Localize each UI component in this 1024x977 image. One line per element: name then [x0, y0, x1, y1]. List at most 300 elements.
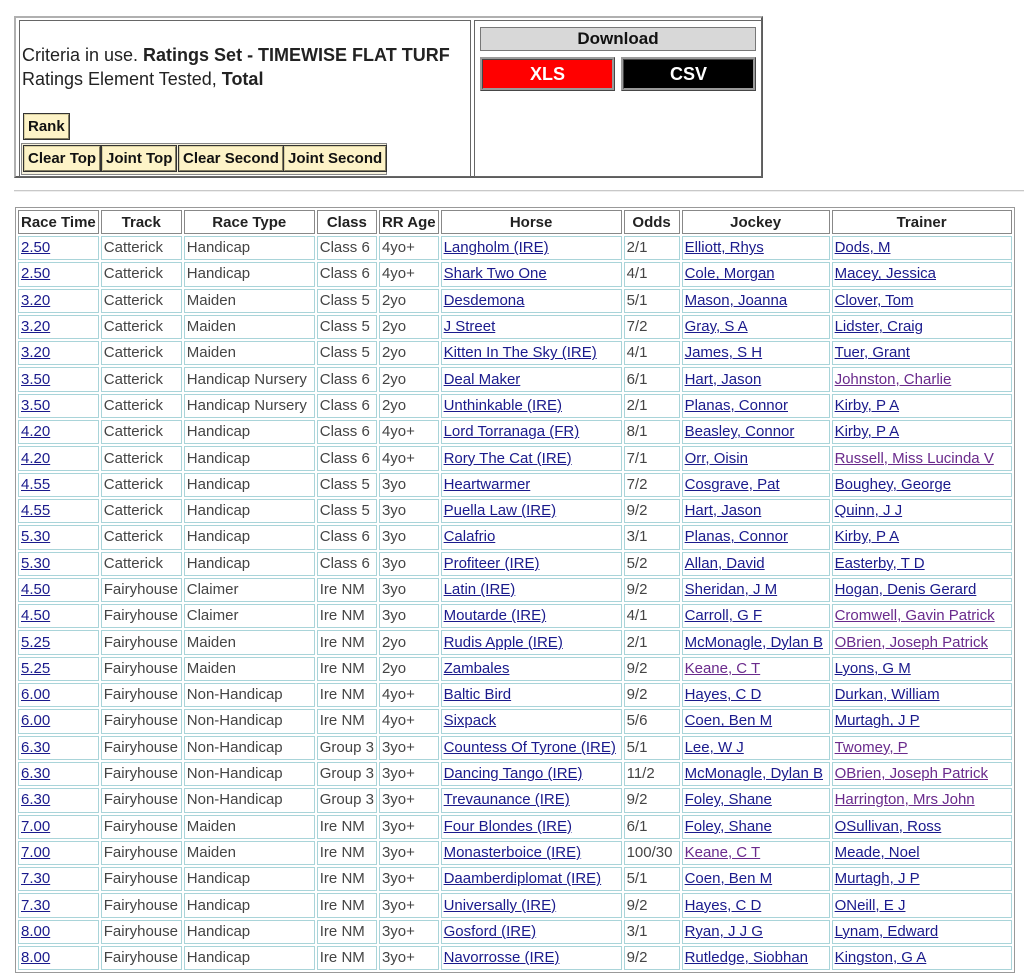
cell-trainer [832, 867, 1012, 891]
cell-class: Ire NM [317, 841, 377, 865]
trainer-link[interactable]: Boughey, George [834, 475, 952, 493]
cell-odds: 8/1 [624, 420, 680, 444]
cell-class: Class 5 [317, 473, 377, 497]
jockey-link[interactable]: Keane, C T [684, 843, 761, 861]
trainer-link[interactable]: OSullivan, Ross [834, 817, 942, 835]
trainer-link[interactable]: ONeill, E J [834, 896, 906, 914]
cell-rr-age: 2yo [379, 315, 439, 339]
jockey-link[interactable]: Hart, Jason [684, 370, 762, 388]
cell-odds: 9/2 [624, 893, 680, 917]
cell-jockey [682, 262, 830, 286]
cell-track: Catterick [101, 525, 182, 549]
horse-link[interactable]: Kitten In The Sky (IRE) [443, 344, 597, 362]
cell-race-type: Handicap Nursery [184, 367, 315, 391]
trainer-link[interactable]: Twomey, P [834, 738, 908, 756]
table-row [18, 788, 1012, 812]
cell-track: Fairyhouse [101, 815, 182, 839]
cell-horse [441, 762, 622, 786]
trainer-link[interactable]: Durkan, William [834, 686, 940, 704]
cell-track: Fairyhouse [101, 893, 182, 917]
download-panel [474, 20, 762, 177]
horse-link[interactable]: Profiteer (IRE) [443, 554, 540, 572]
race-time-link[interactable]: 4.50 [21, 607, 51, 625]
cell-rr-age: 4yo+ [379, 446, 439, 470]
table-row [18, 893, 1012, 917]
race-time-link[interactable]: 4.50 [21, 581, 51, 598]
cell-race-time [18, 315, 99, 339]
cell-rr-age: 3yo+ [379, 841, 439, 865]
cell-rr-age: 2yo [379, 630, 439, 654]
trainer-link[interactable]: Lynam, Edward [834, 922, 939, 940]
horse-link[interactable]: Lord Torranaga (FR) [443, 423, 580, 441]
trainer-link[interactable]: OBrien, Joseph Patrick [834, 633, 988, 651]
horse-link[interactable]: Desdemona [443, 291, 525, 309]
race-time-link[interactable]: 3.50 [21, 370, 51, 388]
cell-class: Class 6 [317, 262, 377, 286]
horse-link[interactable]: Gosford (IRE) [443, 922, 537, 940]
cell-odds: 9/2 [624, 946, 680, 970]
cell-trainer [832, 473, 1012, 497]
clear-second-button[interactable]: Clear Second [178, 145, 284, 172]
header-rr-age[interactable]: RR Age [379, 210, 439, 234]
cell-track: Fairyhouse [101, 946, 182, 970]
cell-odds: 4/1 [624, 341, 680, 365]
horse-link[interactable]: Zambales [443, 659, 510, 677]
cell-jockey [682, 788, 830, 812]
cell-trainer [832, 525, 1012, 549]
cell-odds: 11/2 [624, 762, 680, 786]
horse-link[interactable]: Shark Two One [443, 265, 547, 283]
cell-race-type: Non-Handicap [184, 762, 315, 786]
trainer-link[interactable]: Johnston, Charlie [834, 370, 952, 388]
header-class[interactable]: Class [317, 210, 377, 234]
horse-link[interactable]: Monasterboice (IRE) [443, 843, 582, 861]
race-time-link[interactable]: 6.30 [21, 791, 51, 809]
joint-top-button[interactable]: Joint Top [101, 145, 177, 172]
cell-jockey [682, 499, 830, 523]
trainer-link[interactable]: Harrington, Mrs John [834, 791, 975, 809]
cell-track: Fairyhouse [101, 657, 182, 681]
cell-race-type: Handicap [184, 920, 315, 944]
jockey-link[interactable]: Beasley, Connor [684, 423, 795, 441]
horse-link[interactable]: Baltic Bird [443, 686, 512, 704]
trainer-link[interactable]: Easterby, T D [834, 554, 925, 572]
race-time-link[interactable]: 2.50 [21, 239, 51, 257]
cell-race-time [18, 262, 99, 286]
cell-horse [441, 473, 622, 497]
cell-race-time [18, 420, 99, 444]
cell-class: Ire NM [317, 630, 377, 654]
race-time-link[interactable]: 3.20 [21, 318, 51, 336]
cell-trainer [832, 367, 1012, 391]
cell-jockey [682, 446, 830, 470]
cell-race-time [18, 367, 99, 391]
cell-race-time [18, 341, 99, 365]
race-time-link[interactable]: 3.20 [21, 344, 51, 362]
cell-track: Catterick [101, 552, 182, 576]
jockey-link[interactable]: McMonagle, Dylan B [684, 633, 823, 651]
table-row [18, 841, 1012, 865]
cell-jockey [682, 841, 830, 865]
cell-track: Catterick [101, 341, 182, 365]
cell-class: Ire NM [317, 709, 377, 733]
cell-race-time [18, 920, 99, 944]
race-time-link[interactable]: 7.00 [21, 843, 51, 861]
cell-race-type: Claimer [184, 604, 315, 628]
cell-class: Class 6 [317, 236, 377, 260]
cell-jockey [682, 367, 830, 391]
header-jockey[interactable]: Jockey [682, 210, 830, 234]
race-time-link[interactable]: 6.30 [21, 765, 51, 783]
cell-horse [441, 552, 622, 576]
horse-link[interactable]: Navorrosse (IRE) [443, 949, 560, 967]
cell-rr-age: 4yo+ [379, 236, 439, 260]
cell-horse [441, 841, 622, 865]
cell-jockey [682, 657, 830, 681]
cell-rr-age: 3yo+ [379, 736, 439, 760]
table-row [18, 946, 1012, 970]
table-row [18, 683, 1012, 707]
cell-race-type: Handicap [184, 236, 315, 260]
cell-race-time [18, 946, 99, 970]
horse-link[interactable]: Four Blondes (IRE) [443, 817, 572, 835]
jockey-link[interactable]: Hayes, C D [684, 896, 762, 914]
cell-jockey [682, 867, 830, 891]
trainer-link[interactable]: Tuer, Grant [834, 344, 910, 362]
xls-download-button[interactable]: XLS [480, 57, 615, 91]
cell-odds: 4/1 [624, 262, 680, 286]
horse-link[interactable]: Unthinkable (IRE) [443, 396, 562, 414]
header-track[interactable]: Track [101, 210, 182, 234]
race-time-link[interactable]: 3.50 [21, 396, 51, 414]
jockey-link[interactable]: Mason, Joanna [684, 291, 788, 309]
cell-race-time [18, 578, 99, 602]
race-time-link[interactable]: 6.00 [21, 686, 51, 704]
cell-class: Group 3 [317, 762, 377, 786]
filter-button-row [21, 143, 387, 175]
race-time-link[interactable]: 5.30 [21, 528, 51, 546]
trainer-link[interactable]: Lyons, G M [834, 659, 911, 677]
trainer-link[interactable]: Clover, Tom [834, 291, 914, 309]
cell-rr-age: 3yo [379, 604, 439, 628]
table-row [18, 920, 1012, 944]
cell-odds: 7/2 [624, 473, 680, 497]
cell-horse [441, 446, 622, 470]
csv-download-button[interactable]: CSV [621, 57, 756, 91]
cell-race-type: Claimer [184, 578, 315, 602]
horse-link[interactable]: Universally (IRE) [443, 896, 557, 914]
cell-horse [441, 815, 622, 839]
cell-race-time [18, 762, 99, 786]
cell-jockey [682, 815, 830, 839]
trainer-link[interactable]: Hogan, Denis Gerard [834, 581, 977, 598]
cell-race-type: Handicap [184, 499, 315, 523]
race-time-link[interactable]: 4.20 [21, 449, 51, 467]
table-row [18, 236, 1012, 260]
cell-horse [441, 788, 622, 812]
jockey-link[interactable]: James, S H [684, 344, 763, 362]
race-time-link[interactable]: 7.00 [21, 817, 51, 835]
race-time-link[interactable]: 4.55 [21, 475, 51, 493]
cell-race-time [18, 709, 99, 733]
cell-odds: 9/2 [624, 683, 680, 707]
cell-trainer [832, 289, 1012, 313]
results-table [15, 207, 1015, 973]
cell-track: Fairyhouse [101, 736, 182, 760]
jockey-link[interactable]: Rutledge, Siobhan [684, 949, 809, 967]
jockey-link[interactable]: Coen, Ben M [684, 712, 773, 730]
horse-link[interactable]: Moutarde (IRE) [443, 607, 547, 625]
race-time-link[interactable]: 5.25 [21, 633, 51, 651]
cell-race-time [18, 841, 99, 865]
jockey-link[interactable]: Keane, C T [684, 659, 761, 677]
cell-track: Fairyhouse [101, 604, 182, 628]
cell-race-type: Handicap Nursery [184, 394, 315, 418]
jockey-link[interactable]: Cole, Morgan [684, 265, 775, 283]
cell-horse [441, 341, 622, 365]
cell-race-type: Handicap [184, 473, 315, 497]
cell-jockey [682, 762, 830, 786]
cell-odds: 9/2 [624, 578, 680, 602]
cell-horse [441, 262, 622, 286]
cell-class: Group 3 [317, 788, 377, 812]
race-time-link[interactable]: 8.00 [21, 922, 51, 940]
trainer-link[interactable]: OBrien, Joseph Patrick [834, 765, 988, 783]
download-title: Download [480, 27, 756, 51]
trainer-link[interactable]: Macey, Jessica [834, 265, 937, 283]
cell-race-type: Handicap [184, 946, 315, 970]
jockey-link[interactable]: Elliott, Rhys [684, 239, 764, 257]
cell-trainer [832, 394, 1012, 418]
horse-link[interactable]: Deal Maker [443, 370, 521, 388]
rank-button[interactable]: Rank [23, 113, 70, 140]
race-time-link[interactable]: 2.50 [21, 265, 51, 283]
cell-track: Catterick [101, 315, 182, 339]
cell-race-type: Handicap [184, 525, 315, 549]
header-race-time[interactable]: Race Time [18, 210, 99, 234]
race-time-link[interactable]: 8.00 [21, 949, 51, 967]
cell-race-time [18, 236, 99, 260]
cell-jockey [682, 604, 830, 628]
cell-jockey [682, 315, 830, 339]
race-time-link[interactable]: 6.30 [21, 738, 51, 756]
header-race-type[interactable]: Race Type [184, 210, 315, 234]
horse-link[interactable]: Latin (IRE) [443, 581, 516, 598]
race-time-link[interactable]: 6.00 [21, 712, 51, 730]
cell-track: Fairyhouse [101, 920, 182, 944]
cell-class: Ire NM [317, 604, 377, 628]
cell-track: Catterick [101, 262, 182, 286]
trainer-link[interactable]: Quinn, J J [834, 502, 903, 520]
cell-rr-age: 3yo+ [379, 867, 439, 891]
trainer-link[interactable]: Kirby, P A [834, 423, 900, 441]
jockey-link[interactable]: McMonagle, Dylan B [684, 765, 823, 783]
cell-trainer [832, 893, 1012, 917]
header-trainer[interactable]: Trainer [832, 210, 1012, 234]
cell-horse [441, 394, 622, 418]
table-row [18, 604, 1012, 628]
cell-class: Class 6 [317, 394, 377, 418]
cell-rr-age: 4yo+ [379, 683, 439, 707]
cell-race-type: Maiden [184, 841, 315, 865]
cell-trainer [832, 420, 1012, 444]
jockey-link[interactable]: Coen, Ben M [684, 870, 773, 888]
trainer-link[interactable]: Lidster, Craig [834, 318, 923, 336]
jockey-link[interactable]: Foley, Shane [684, 817, 772, 835]
cell-race-type: Non-Handicap [184, 709, 315, 733]
cell-race-time [18, 815, 99, 839]
cell-odds: 5/2 [624, 552, 680, 576]
trainer-link[interactable]: Kingston, G A [834, 949, 927, 967]
cell-jockey [682, 552, 830, 576]
cell-horse [441, 736, 622, 760]
table-row [18, 815, 1012, 839]
table-row [18, 367, 1012, 391]
cell-track: Fairyhouse [101, 867, 182, 891]
cell-jockey [682, 683, 830, 707]
jockey-link[interactable]: Ryan, J J G [684, 922, 763, 940]
cell-odds: 2/1 [624, 236, 680, 260]
cell-horse [441, 946, 622, 970]
cell-odds: 7/1 [624, 446, 680, 470]
race-time-link[interactable]: 5.25 [21, 659, 51, 677]
cell-race-time [18, 867, 99, 891]
trainer-link[interactable]: Meade, Noel [834, 843, 920, 861]
table-row [18, 552, 1012, 576]
horse-link[interactable]: J Street [443, 318, 496, 336]
race-time-link[interactable]: 3.20 [21, 291, 51, 309]
table-row [18, 630, 1012, 654]
cell-trainer [832, 657, 1012, 681]
cell-horse [441, 920, 622, 944]
horse-link[interactable]: Heartwarmer [443, 475, 531, 493]
table-row [18, 394, 1012, 418]
cell-jockey [682, 920, 830, 944]
jockey-link[interactable]: Hart, Jason [684, 502, 762, 520]
cell-track: Catterick [101, 499, 182, 523]
cell-class: Ire NM [317, 893, 377, 917]
cell-horse [441, 289, 622, 313]
cell-race-type: Maiden [184, 315, 315, 339]
clear-top-button[interactable]: Clear Top [23, 145, 101, 172]
jockey-link[interactable]: Planas, Connor [684, 528, 788, 546]
cell-class: Ire NM [317, 578, 377, 602]
jockey-link[interactable]: Gray, S A [684, 318, 748, 336]
cell-class: Class 5 [317, 289, 377, 313]
jockey-link[interactable]: Allan, David [684, 554, 765, 572]
cell-trainer [832, 788, 1012, 812]
cell-rr-age: 3yo [379, 552, 439, 576]
cell-jockey [682, 420, 830, 444]
table-row [18, 709, 1012, 733]
jockey-link[interactable]: Sheridan, J M [684, 581, 778, 598]
cell-odds: 5/6 [624, 709, 680, 733]
trainer-link[interactable]: Cromwell, Gavin Patrick [834, 607, 995, 625]
cell-odds: 9/2 [624, 657, 680, 681]
horse-link[interactable]: Langholm (IRE) [443, 239, 549, 257]
cell-odds: 9/2 [624, 499, 680, 523]
race-time-link[interactable]: 5.30 [21, 554, 51, 572]
cell-rr-age: 3yo [379, 473, 439, 497]
jockey-link[interactable]: Planas, Connor [684, 396, 788, 414]
horse-link[interactable]: Calafrio [443, 528, 496, 546]
cell-class: Class 5 [317, 315, 377, 339]
cell-track: Fairyhouse [101, 683, 182, 707]
cell-track: Fairyhouse [101, 841, 182, 865]
section-divider [14, 190, 1024, 192]
cell-trainer [832, 341, 1012, 365]
race-time-link[interactable]: 4.55 [21, 502, 51, 520]
trainer-link[interactable]: Murtagh, J P [834, 712, 920, 730]
horse-link[interactable]: Daamberdiplomat (IRE) [443, 870, 602, 888]
cell-trainer [832, 236, 1012, 260]
joint-second-button[interactable]: Joint Second [283, 145, 387, 172]
cell-rr-age: 2yo [379, 394, 439, 418]
cell-odds: 6/1 [624, 367, 680, 391]
trainer-link[interactable]: Kirby, P A [834, 396, 900, 414]
jockey-link[interactable]: Foley, Shane [684, 791, 772, 809]
cell-rr-age: 3yo+ [379, 788, 439, 812]
cell-track: Catterick [101, 367, 182, 391]
table-row [18, 262, 1012, 286]
cell-rr-age: 3yo [379, 525, 439, 549]
table-row [18, 867, 1012, 891]
table-row [18, 446, 1012, 470]
header-horse[interactable]: Horse [441, 210, 622, 234]
cell-odds: 3/1 [624, 920, 680, 944]
cell-race-type: Maiden [184, 630, 315, 654]
horse-link[interactable]: Trevaunance (IRE) [443, 791, 570, 809]
cell-trainer [832, 841, 1012, 865]
horse-link[interactable]: Rory The Cat (IRE) [443, 449, 572, 467]
cell-track: Catterick [101, 420, 182, 444]
trainer-link[interactable]: Kirby, P A [834, 528, 900, 546]
cell-trainer [832, 946, 1012, 970]
horse-link[interactable]: Sixpack [443, 712, 497, 730]
cell-horse [441, 709, 622, 733]
race-time-link[interactable]: 7.30 [21, 896, 51, 914]
horse-link[interactable]: Dancing Tango (IRE) [443, 765, 583, 783]
horse-link[interactable]: Puella Law (IRE) [443, 502, 557, 520]
cell-race-type: Handicap [184, 893, 315, 917]
horse-link[interactable]: Rudis Apple (IRE) [443, 633, 563, 651]
jockey-link[interactable]: Lee, W J [684, 738, 744, 756]
cell-class: Group 3 [317, 736, 377, 760]
cell-trainer [832, 736, 1012, 760]
trainer-link[interactable]: Murtagh, J P [834, 870, 920, 888]
race-time-link[interactable]: 7.30 [21, 870, 51, 888]
jockey-link[interactable]: Hayes, C D [684, 686, 762, 704]
jockey-link[interactable]: Carroll, G F [684, 607, 763, 625]
cell-class: Class 6 [317, 446, 377, 470]
cell-track: Catterick [101, 446, 182, 470]
cell-race-time [18, 736, 99, 760]
race-time-link[interactable]: 4.20 [21, 423, 51, 441]
trainer-link[interactable]: Russell, Miss Lucinda V [834, 449, 994, 467]
cell-race-type: Maiden [184, 289, 315, 313]
cell-odds: 5/1 [624, 867, 680, 891]
cell-jockey [682, 709, 830, 733]
cell-jockey [682, 341, 830, 365]
horse-link[interactable]: Countess Of Tyrone (IRE) [443, 738, 616, 756]
header-odds[interactable]: Odds [624, 210, 680, 234]
cell-rr-age: 3yo+ [379, 946, 439, 970]
cell-rr-age: 2yo [379, 657, 439, 681]
trainer-link[interactable]: Dods, M [834, 239, 891, 257]
cell-trainer [832, 499, 1012, 523]
jockey-link[interactable]: Cosgrave, Pat [684, 475, 780, 493]
jockey-link[interactable]: Orr, Oisin [684, 449, 748, 467]
